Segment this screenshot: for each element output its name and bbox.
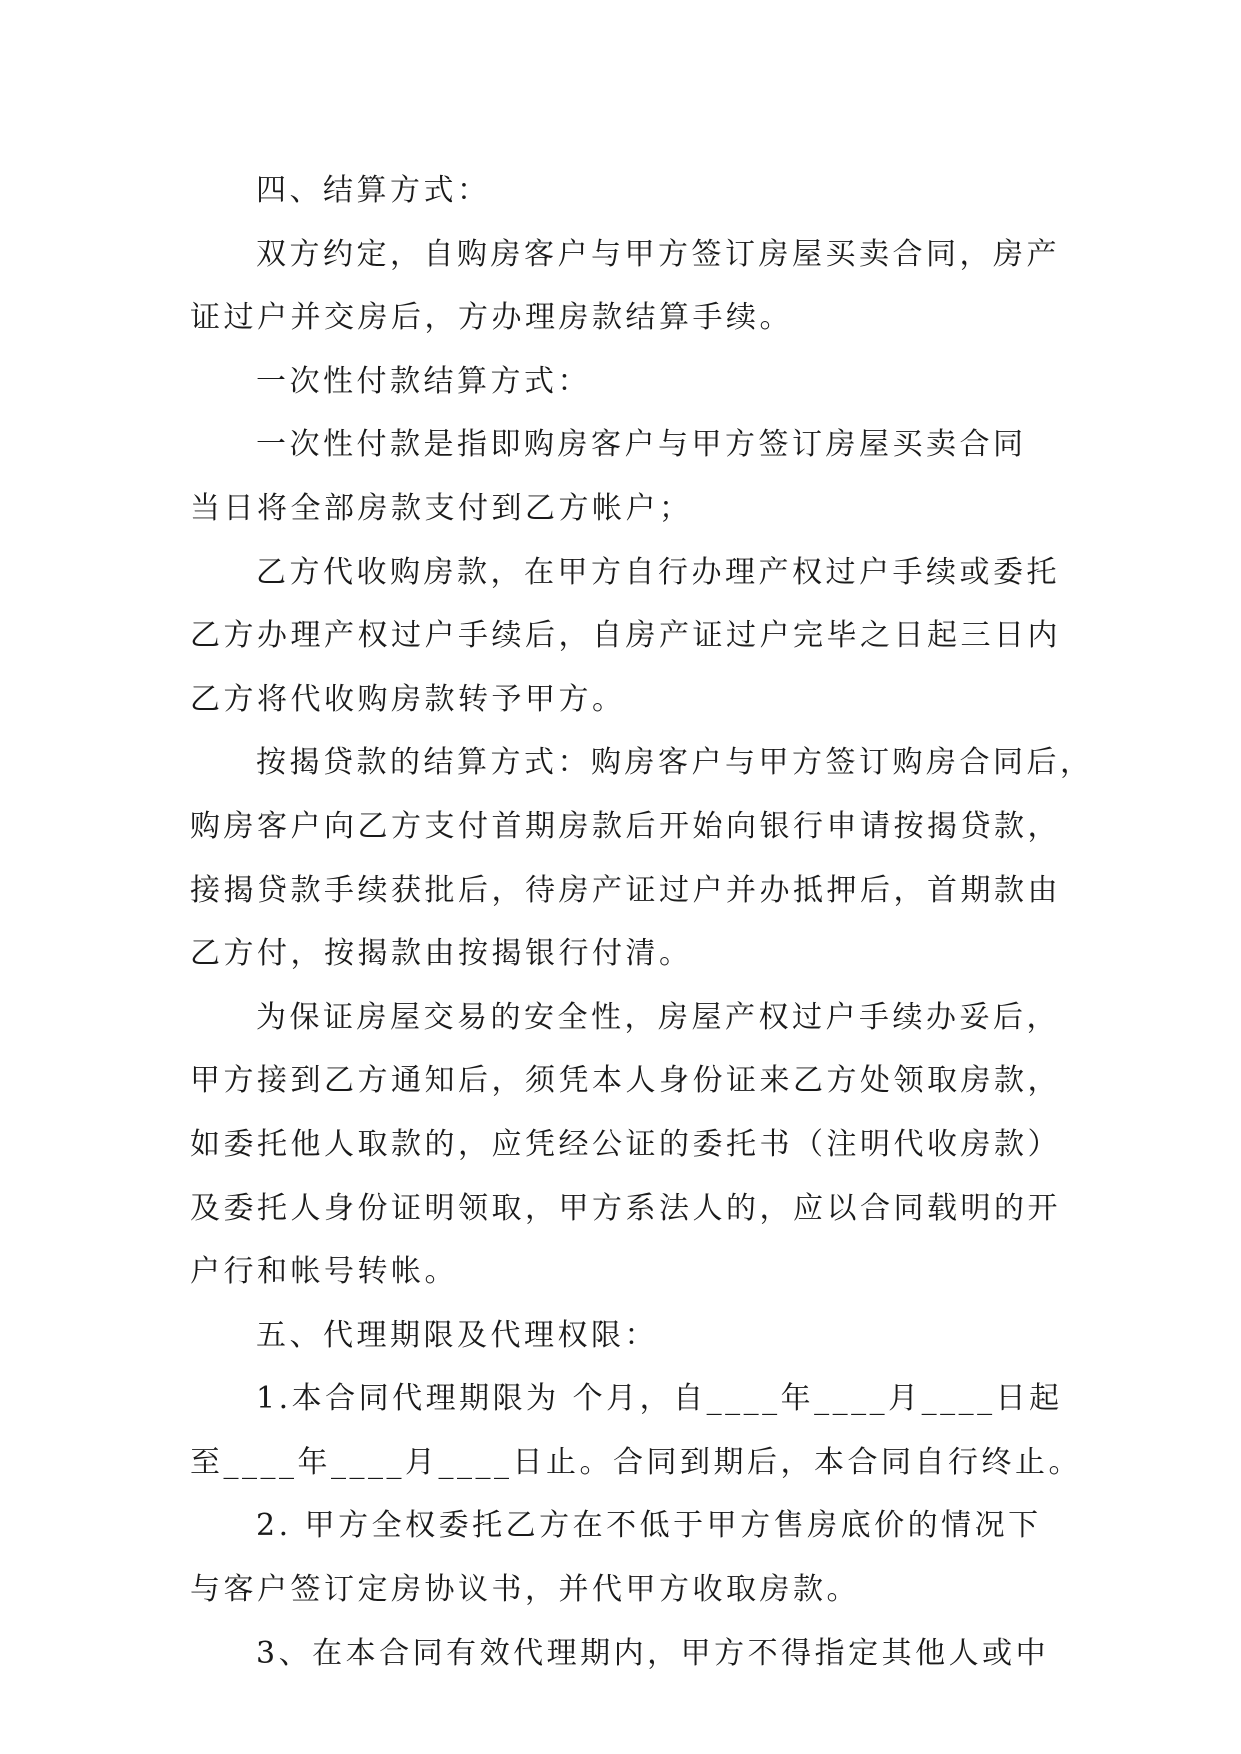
paragraph-line: 至____年____月____日止。合同到期后，本合同自行终止。 (190, 1444, 1082, 1480)
section-heading-settlement: 四、结算方式： (256, 173, 491, 208)
paragraph-line: 如委托他人取款的，应凭经公证的委托书（注明代收房款） (190, 1126, 1061, 1162)
paragraph-line: 一次性付款结算方式： (256, 363, 591, 399)
paragraph-line: 乙方代收购房款，在甲方自行办理产权过户手续或委托 (256, 554, 1060, 590)
paragraph-line: 与客户签订定房协议书，并代甲方收取房款。 (190, 1572, 860, 1608)
paragraph-line: 一次性付款是指即购房客户与甲方签订房屋买卖合同 (256, 427, 1027, 463)
document-body (190, 159, 1094, 1685)
paragraph-line: 户行和帐号转帐。 (190, 1254, 458, 1290)
paragraph-line: 当日将全部房款支付到乙方帐户； (190, 490, 693, 526)
paragraph-line: 按揭贷款的结算方式：购房客户与甲方签订购房合同后， (256, 745, 1094, 781)
paragraph-line: 接揭贷款手续获批后，待房产证过户并办抵押后，首期款由 (190, 872, 1061, 908)
paragraph-line: 乙方付，按揭款由按揭银行付清。 (190, 936, 693, 972)
paragraph-line: 及委托人身份证明领取，甲方系法人的，应以合同载明的开 (190, 1190, 1061, 1226)
paragraph-line: 甲方接到乙方通知后，须凭本人身份证来乙方处领取房款， (190, 1063, 1061, 1099)
section-heading-agency-term: 五、代理期限及代理权限： (256, 1317, 658, 1353)
clause-item-1: 1.本合同代理期限为 个月，自____年____月____日起 (256, 1381, 1063, 1417)
paragraph-line: 为保证房屋交易的安全性，房屋产权过户手续办妥后， (256, 999, 1060, 1035)
paragraph-line: 双方约定，自购房客户与甲方签订房屋买卖合同，房产 (256, 236, 1060, 272)
paragraph-line: 乙方办理产权过户手续后，自房产证过户完毕之日起三日内 (190, 618, 1061, 654)
paragraph-line: 乙方将代收购房款转予甲方。 (190, 681, 626, 717)
clause-item-3: 3、在本合同有效代理期内，甲方不得指定其他人或中 (256, 1635, 1050, 1671)
paragraph-line: 购房客户向乙方支付首期房款后开始向银行申请按揭贷款， (190, 808, 1061, 844)
paragraph-line: 证过户并交房后，方办理房款结算手续。 (190, 300, 793, 336)
clause-item-2: 2. 甲方全权委托乙方在不低于甲方售房底价的情况下 (256, 1508, 1042, 1544)
